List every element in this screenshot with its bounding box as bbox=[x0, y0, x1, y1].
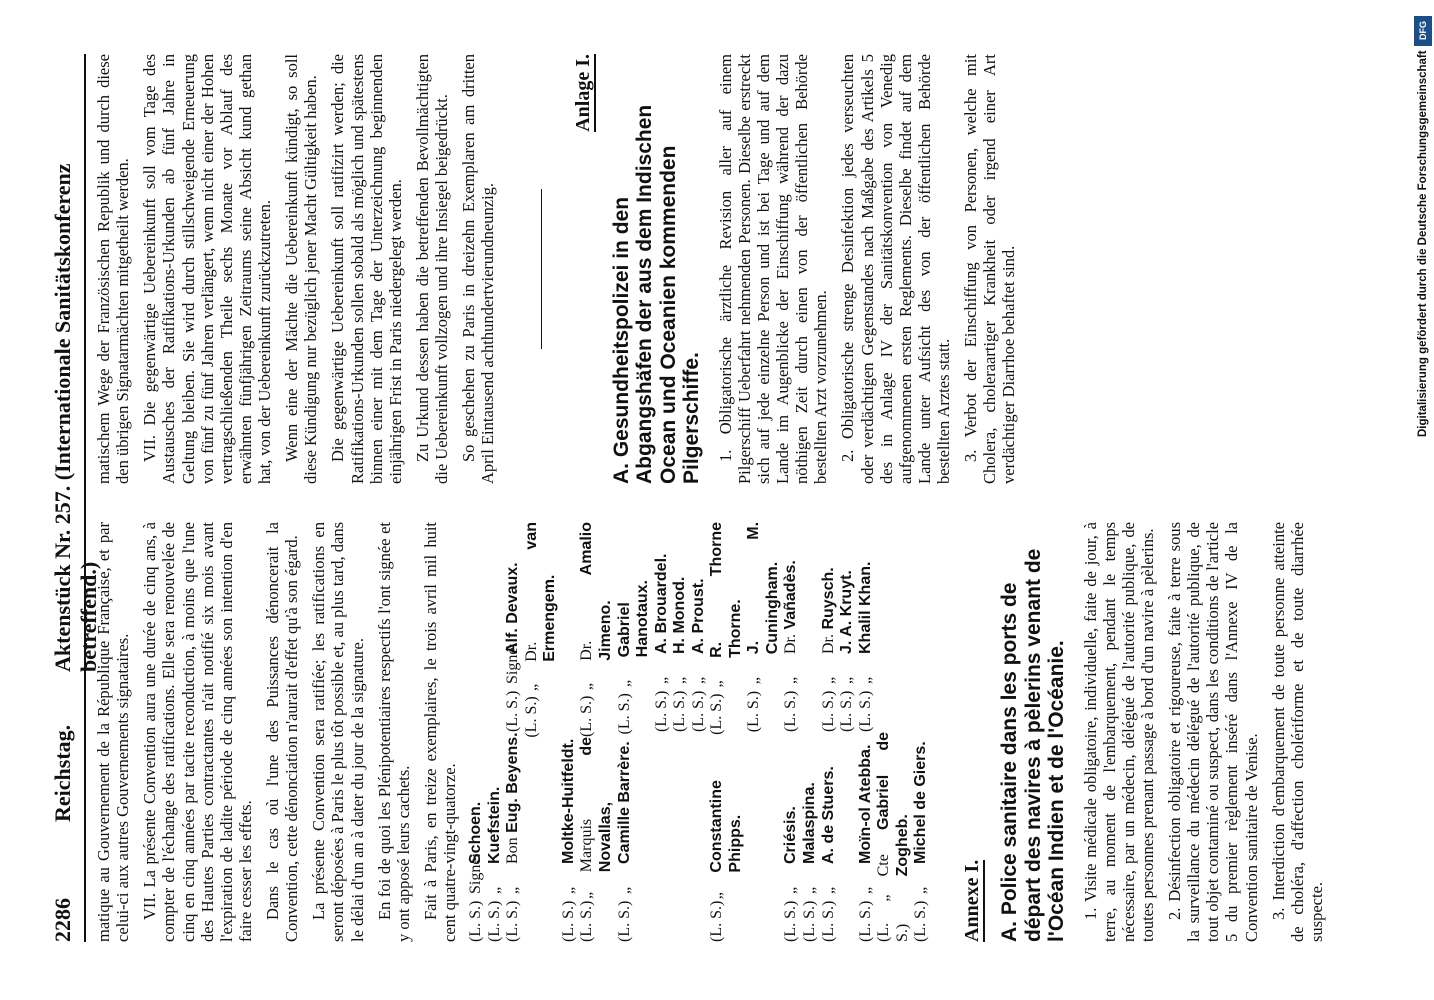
seal-mark bbox=[690, 894, 709, 942]
ditto-mark: Signé: bbox=[467, 853, 485, 894]
signature-left bbox=[560, 732, 579, 942]
signatory-name bbox=[690, 578, 709, 654]
seal-mark bbox=[560, 684, 579, 732]
signature-right bbox=[486, 654, 505, 732]
seal-mark: (L. S.) bbox=[485, 900, 503, 942]
signature-right bbox=[801, 654, 820, 732]
signature-row bbox=[801, 522, 820, 942]
name-prefix: Cte bbox=[875, 854, 893, 877]
signatory-name bbox=[912, 741, 931, 864]
seal-mark: (L. S.) bbox=[838, 690, 856, 732]
seal-mark: (L. S.) bbox=[800, 900, 818, 942]
ditto-mark: Signé: bbox=[504, 643, 522, 684]
signatory-name bbox=[671, 577, 690, 654]
ditto-mark bbox=[745, 864, 782, 894]
signatory-name bbox=[820, 567, 839, 654]
ditto-mark: „ bbox=[782, 676, 800, 684]
signatory-name bbox=[486, 787, 505, 864]
ditto-mark: „ bbox=[875, 894, 893, 902]
funding-credit: Digitalisierung gefördert durch die Deutsche Forschungsgemeinschaft bbox=[1417, 50, 1429, 437]
signature-row bbox=[838, 522, 857, 942]
signature-left bbox=[912, 732, 931, 942]
signature-row bbox=[912, 522, 931, 942]
seal-mark: (L. S.) bbox=[652, 690, 670, 732]
signature-right bbox=[578, 522, 615, 737]
paragraph: 2. Obligatorische strenge Desinfektion jedes verseuchten oder verdächtigen Gegenstandes nach Maßgabe des Artikels 5 des in Anlage IV der Sanitätskonvention von Venedig aufgenommenen ersten Reglements. Dieselbe findet auf dem Lande unter Aufsicht des von der öffentlichen Behörde bestellten Arztes statt. bbox=[838, 54, 953, 484]
signature-right bbox=[560, 654, 579, 732]
signature-row bbox=[486, 522, 505, 942]
signatory-name bbox=[504, 732, 523, 864]
signatory-name bbox=[523, 522, 560, 662]
signatory-name bbox=[857, 745, 876, 864]
ditto-mark bbox=[690, 864, 709, 894]
name-text: Gabriel Hanotaux. bbox=[615, 580, 652, 658]
header-rule bbox=[84, 54, 86, 942]
signature-left bbox=[616, 734, 653, 942]
ditto-mark: „ bbox=[578, 891, 596, 900]
name-text: van Ermengem. bbox=[522, 522, 559, 662]
ditto-mark bbox=[875, 654, 912, 684]
seal-mark: (L. S.) bbox=[578, 695, 596, 737]
signature-row bbox=[820, 522, 839, 942]
seal-mark: (L. S.) bbox=[708, 900, 726, 942]
ditto-mark bbox=[523, 864, 560, 894]
ditto-mark: „ bbox=[652, 676, 670, 684]
signatory-name bbox=[467, 802, 486, 864]
ditto-mark: „ bbox=[559, 886, 577, 894]
ditto-mark: „ bbox=[912, 886, 930, 894]
name-text: Moltke-Huitfeldt. bbox=[559, 738, 577, 864]
paragraph: Die gegenwärtige Uebereinkunft soll ratifizirt werden; die Ratifikations-Urkunden sollen sobald als möglich und spätestens binnen einer mit dem Tage der Unterzeichnung beginnenden einjährigen Frist in Paris niedergelegt werden. bbox=[328, 54, 405, 484]
seal-mark: (L. S.) bbox=[559, 900, 577, 942]
paragraph: VII. La présente Convention aura une durée de cinq ans, à compter de l'échange des ratifications. Elle sera renouvelée de cinq en cinq années par tacite reconduction, à moins que l'une des Hautes Parties contractantes n'ait notifié six mois avant l'expiration de ladite période de cinq années son intention d'en faire cesser les effets. bbox=[140, 522, 255, 942]
signature-left bbox=[875, 732, 912, 942]
name-text: Constantine Phipps. bbox=[708, 780, 744, 873]
signature-left bbox=[578, 737, 615, 942]
seal-mark: (L. S.) bbox=[912, 900, 930, 942]
signatory-name bbox=[708, 735, 745, 873]
name-text: Amalio Jimeno. bbox=[578, 522, 614, 661]
signature-right bbox=[875, 654, 912, 732]
german-column bbox=[94, 54, 1404, 484]
name-text: de Novallas, bbox=[578, 736, 614, 873]
signatory-name bbox=[782, 806, 801, 864]
ditto-mark: „ bbox=[689, 676, 707, 684]
ditto-mark bbox=[560, 654, 579, 684]
paragraph: La présente Convention sera ratifiée; les ratifications en seront déposées à Paris le plus tôt possible et, au plus tard, dans le délai d'un an à dater du jour de la signature. bbox=[309, 522, 367, 942]
signature-left bbox=[690, 732, 709, 942]
annex-title: Anlage I. bbox=[572, 54, 595, 132]
annex-heading: A. Police sanitaire dans les ports de départ des navires à pèlerins venant de l'Océan Indien et de l'Océanie. bbox=[997, 548, 1069, 942]
ditto-mark: „ bbox=[615, 679, 633, 687]
seal-mark: (L. S.) bbox=[689, 690, 707, 732]
name-text: A. Brouardel. bbox=[652, 553, 670, 654]
name-text: H. Monod. bbox=[671, 576, 689, 654]
paragraph: Dans le cas où l'une des Puissances dénoncerait la Convention, cette dénonciation n'aurait d'effet qu'à son égard. bbox=[263, 522, 302, 942]
ditto-mark bbox=[912, 654, 931, 684]
seal-mark: (L. S.) bbox=[504, 690, 522, 732]
name-text: Khalil Khan. bbox=[856, 561, 874, 654]
paragraph: 1. Obligatorische ärztliche Revision aller auf einem Pilgerschiff Ueberfahrt nehmenden Personen. Dieselbe erstreckt sich auf jede einzelne Person und ist bei Tage und auf dem Lande im Augenblicke der Einschiffung während der dazu nöthigen Zeit durch einen von der öffentlichen Behörde bestellten Arzt vorzunehmen. bbox=[715, 54, 831, 484]
seal-mark: (L. S.) bbox=[467, 900, 485, 942]
digitization-strip bbox=[1410, 8, 1434, 998]
seal-mark: (L. S.) bbox=[504, 900, 522, 942]
signature-right bbox=[708, 522, 745, 735]
annex-heading: A. Gesundheitspolizei in den Abgangshäfen der aus dem Indischen Ocean und Oceanien kommenden Pilgerschiffe. bbox=[609, 104, 704, 484]
name-text: Camille Barrère. bbox=[615, 741, 633, 864]
seal-mark: (L. S.) bbox=[522, 696, 540, 738]
ditto-mark: „ bbox=[522, 683, 540, 691]
seal-mark bbox=[486, 684, 505, 732]
signature-left bbox=[820, 732, 839, 942]
seal-mark bbox=[745, 894, 782, 942]
name-text: Malaspina. bbox=[800, 782, 818, 864]
name-text: Moïn-ol Atebba. bbox=[856, 744, 874, 864]
paragraph: Wenn eine der Mächte die Uebereinkunft kündigt, so soll diese Kündigung nur bezüglich jener Macht Gültigkeit haben. bbox=[282, 54, 321, 484]
ditto-mark: „ bbox=[504, 886, 522, 894]
signatory-name bbox=[838, 570, 857, 654]
seal-mark: (L. S.) bbox=[875, 922, 911, 942]
ditto-mark: „ bbox=[485, 886, 503, 894]
ditto-mark: „ bbox=[615, 886, 633, 894]
signature-row bbox=[560, 522, 579, 942]
seal-mark: (L. S.) bbox=[615, 693, 633, 735]
seal-mark: (L. S.) bbox=[578, 900, 596, 942]
paragraph: 3. Verbot der Einschiffung von Personen, welche mit Cholera, choleraartiger Krankheit oder irgend einer Art verdächtiger Diarrhoe behaftet sind. bbox=[961, 54, 1019, 484]
paragraph: 2. Désinfection obligatoire et rigoureuse, faite à terre sous la surveillance du médecin délégué de l'autorité publique, de tout objet contaminé ou suspect, dans les conditions de l'article 5 du premier règlement inséré dans l'Annexe IV de la Convention sanitaire de Venise. bbox=[1165, 522, 1261, 942]
signature-right bbox=[820, 567, 839, 732]
name-prefix: Dr. bbox=[522, 641, 540, 662]
signature-right bbox=[838, 570, 857, 732]
seal-mark: (L. S.) bbox=[615, 900, 633, 942]
ditto-mark: „ bbox=[782, 886, 800, 894]
signatory-name bbox=[578, 522, 615, 661]
signatory-name bbox=[616, 741, 653, 864]
paragraph: So geschehen zu Paris in dreizehn Exemplaren am dritten April Eintausend achthundertvierundneunzig. bbox=[459, 54, 498, 484]
paragraph: 3. Interdiction d'embarquement de toute personne atteinte de choléra, d'affection cholériforme et de toute diarrhée suspecte. bbox=[1268, 522, 1326, 942]
name-text: Ruysch. bbox=[819, 567, 837, 630]
signature-left bbox=[467, 732, 486, 942]
annex-title: Annexe I. bbox=[960, 859, 983, 942]
seal-mark bbox=[875, 684, 912, 732]
ditto-mark bbox=[653, 864, 672, 894]
signature-right bbox=[523, 522, 560, 738]
seal-mark bbox=[653, 894, 672, 942]
name-text: Kuefstein. bbox=[485, 786, 503, 864]
paragraph: VII. Die gegenwärtige Uebereinkunft soll vom Tage des Austausches der Ratifikations-Urkunden ab fünf Jahre in Geltung bleiben. Sie wird durch stillschweigende Erneuerung von fünf zu fünf Jahren verlängert, wenn nicht einer der Hohen vertragschließenden Theile sechs Monate vor Ablauf des erwähnten fünfjährigen Zeitraums seine Absicht kund gethan hat, von der Uebereinkunft zurückzutreten. bbox=[140, 54, 274, 484]
name-prefix: Dr. bbox=[578, 640, 596, 661]
paragraph: 1. Visite médicale obligatoire, individuelle, faite de jour, à terre, au moment de l'embarquement, pendant le temps nécessaire, par un médecin, délégué de l'autorité publique, de toutes personnes prenant passage à bord d'un navire à pèlerins. bbox=[1080, 522, 1157, 942]
name-text: J. M. Cuningham. bbox=[745, 522, 781, 655]
ditto-mark: „ bbox=[838, 676, 856, 684]
signature-right bbox=[616, 522, 653, 734]
ditto-mark: „ bbox=[819, 886, 837, 894]
signature-row bbox=[782, 522, 801, 942]
name-text: Eug. Beyens. bbox=[504, 732, 522, 833]
seal-mark bbox=[912, 684, 931, 732]
signature-list bbox=[467, 522, 931, 942]
name-text: Michel de Giers. bbox=[912, 741, 930, 864]
seal-mark: (L. S.) bbox=[819, 690, 837, 732]
ditto-mark bbox=[838, 864, 857, 894]
signature-right bbox=[745, 522, 782, 732]
signature-left bbox=[782, 732, 801, 942]
ditto-mark: „ bbox=[708, 680, 726, 688]
signature-row bbox=[616, 522, 653, 942]
signatory-name bbox=[745, 522, 782, 654]
name-text: Vañadès. bbox=[782, 560, 800, 630]
ditto-mark: „ bbox=[819, 676, 837, 684]
signature-left bbox=[801, 732, 820, 942]
ditto-mark: „ bbox=[856, 886, 874, 894]
signatory-name bbox=[504, 562, 523, 654]
signature-right bbox=[671, 577, 690, 732]
ditto-mark bbox=[486, 654, 505, 684]
signature-left bbox=[523, 738, 560, 942]
signature-row bbox=[671, 522, 690, 942]
page-header bbox=[50, 54, 101, 942]
page-number: 2286 bbox=[50, 898, 75, 942]
signature-left bbox=[708, 735, 745, 942]
signature-left bbox=[745, 732, 782, 942]
name-prefix: Dr. bbox=[782, 634, 800, 654]
header-left-title: Reichstag. bbox=[50, 724, 75, 822]
seal-mark: (L. S.) bbox=[819, 900, 837, 942]
signature-row bbox=[708, 522, 745, 942]
signatory-name bbox=[578, 737, 615, 872]
signature-right bbox=[653, 554, 672, 732]
seal-mark: (L. S.) bbox=[671, 690, 689, 732]
ditto-mark bbox=[801, 654, 820, 684]
ditto-mark bbox=[467, 654, 486, 684]
signature-row bbox=[467, 522, 486, 942]
name-prefix: Marquis bbox=[578, 818, 596, 873]
name-text: Criésis. bbox=[782, 806, 800, 864]
signature-row bbox=[578, 522, 615, 942]
seal-mark bbox=[838, 894, 857, 942]
section-divider bbox=[541, 189, 542, 349]
signatory-name bbox=[875, 732, 912, 876]
signature-right bbox=[857, 562, 876, 732]
seal-mark: (L. S.) bbox=[782, 690, 800, 732]
name-text: R. Thorne Thorne. bbox=[708, 522, 744, 658]
signature-left bbox=[838, 732, 857, 942]
seal-mark: (L. S.) bbox=[708, 693, 726, 735]
seal-mark: (L. S.) bbox=[856, 900, 874, 942]
paragraph: matique au Gouvernement de la République Française, et par celui-ci aux autres Gouvernements signataires. bbox=[94, 522, 133, 942]
rotated-page-content bbox=[50, 50, 1420, 950]
signatory-name bbox=[820, 766, 839, 864]
signature-right bbox=[467, 654, 486, 732]
seal-mark bbox=[523, 894, 560, 942]
name-text: J. A. Kruyt. bbox=[838, 570, 856, 654]
name-text: Gabriel de Zogheb. bbox=[875, 731, 911, 877]
paragraph: Zu Urkund dessen haben die betreffenden Bevollmächtigten die Uebereinkunft vollzogen und ihre Insiegel beigedrückt. bbox=[412, 54, 451, 484]
ditto-mark: „ bbox=[800, 886, 818, 894]
signature-row bbox=[745, 522, 782, 942]
signature-row bbox=[523, 522, 560, 942]
paragraph: Fait à Paris, en treize exemplaires, le trois avril mil huit cent quatre-vingt-quatorze. bbox=[420, 522, 459, 942]
seal-mark bbox=[671, 894, 690, 942]
paragraph: En foi de quoi les Plénipotentiaires respectifs l'ont signée et y ont apposé leurs cachets. bbox=[374, 522, 413, 942]
signature-left bbox=[857, 732, 876, 942]
signature-row bbox=[653, 522, 672, 942]
signatory-name bbox=[857, 562, 876, 654]
signature-row bbox=[857, 522, 876, 942]
signature-left bbox=[486, 732, 505, 942]
signatory-name bbox=[560, 739, 579, 864]
signature-right bbox=[504, 562, 523, 732]
ditto-mark: „ bbox=[856, 676, 874, 684]
signatory-name bbox=[653, 554, 672, 654]
header-title: Aktenstück Nr. 257. (Internationale Sanitätskonferenz betreffend.) bbox=[50, 163, 101, 672]
name-text: A. de Stuers. bbox=[819, 766, 837, 864]
name-prefix: Dr. bbox=[819, 634, 837, 654]
signatory-name bbox=[616, 522, 653, 657]
name-text: Schoen. bbox=[467, 801, 485, 864]
signatory-name bbox=[801, 782, 820, 864]
signature-left bbox=[671, 732, 690, 942]
signature-left bbox=[653, 732, 672, 942]
signature-right bbox=[690, 578, 709, 732]
dfg-logo: DFG bbox=[1414, 16, 1432, 46]
name-prefix: Bon bbox=[504, 837, 522, 864]
seal-mark bbox=[801, 684, 820, 732]
seal-mark: (L. S.) bbox=[745, 690, 763, 733]
signature-right bbox=[912, 654, 931, 732]
seal-mark bbox=[467, 684, 486, 732]
signature-right bbox=[782, 560, 801, 732]
signature-row bbox=[875, 522, 912, 942]
ditto-mark: „ bbox=[671, 676, 689, 684]
signatory-name bbox=[708, 522, 745, 658]
ditto-mark: „ bbox=[578, 682, 596, 691]
signature-row bbox=[690, 522, 709, 942]
paragraph: matischem Wege der Französischen Republik und durch diese den übrigen Signatarmächten mitgetheilt werden. bbox=[94, 54, 133, 484]
ditto-mark bbox=[671, 864, 690, 894]
signature-left bbox=[504, 732, 523, 942]
seal-mark: (L. S.) bbox=[856, 690, 874, 732]
signature-row bbox=[504, 522, 523, 942]
seal-mark: (L. S.) bbox=[782, 900, 800, 942]
name-text: Alf. Devaux. bbox=[504, 562, 522, 654]
name-text: A. Proust. bbox=[689, 578, 707, 654]
ditto-mark: „ bbox=[745, 677, 763, 685]
french-column bbox=[94, 522, 1404, 942]
signatory-name bbox=[782, 560, 801, 654]
ditto-mark: „ bbox=[708, 892, 726, 900]
